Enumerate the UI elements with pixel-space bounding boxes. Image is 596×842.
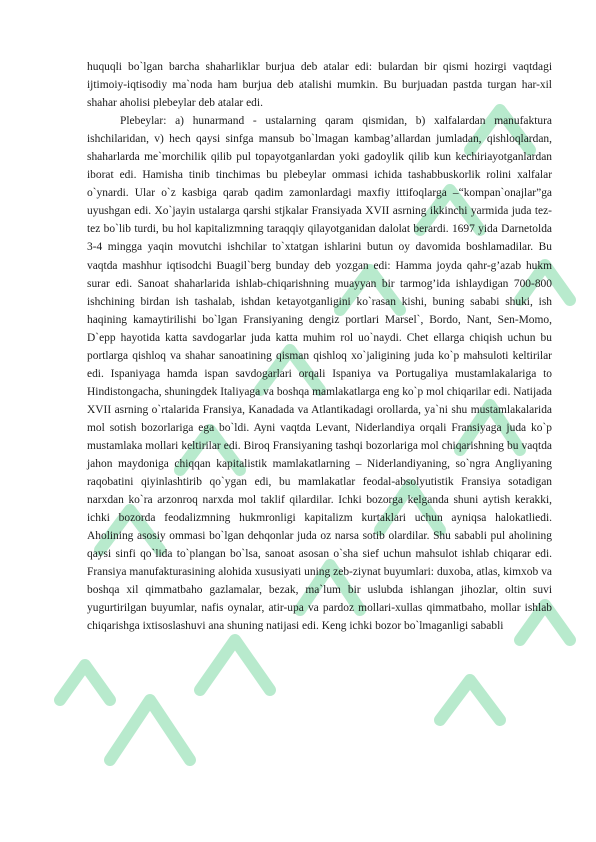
paragraph-plebeylar: Plebeylar: a) hunarmand - ustalarning qaram qismidan, b) xalfalardan manufaktura ishchilaridan, v) hech qaysi sinfga mansub bo`lmagan kambag’allardan jumladan, qishloqlardan, shaharlarda me`morchilik qilib pul topayotganlardan yoki gadoylik qilib kun kechiriayotganlardan iborat edi. Hamisha tinib tinchimas bu plebeylar ommasi ichida tashabbuskorlik rolini xalfalar o`ynardi. Ular o`z kasbiga qarab qadim zamonlardagi maxfiy ittifoqlarga –“kompan`onajlar”ga uyushgan edi. Xo`jayin ustalarga qarshi stjkalar Fransiyada XVII asrning ikkinchi yarmida juda tez-tez bo`lib turdi, bu hol kapitalizmning taraqqiy qilayotganidan dalolat berardi. 1697 yida Darnetolda 3-4 mingga yaqin movutchi ishchilar to`xtatgan ishlarini butun oy davomida boshlamadilar. Bu vaqtda mashhur iqtisodchi Buagil`berg bunday deb yozgan edi: Hamma joyda qahr-g’azab hukm surar edi. Sanoat shaharlarida ishlab-chiqarishning muayyan bir tarmog’ida ishlaydigan 700-800 ishchining birdan ish tashalab, ishdan ketayotganligini ko`rasan kishi, buning sababi shuki, ish haqining kamaytirilishi bo`lgan Fransiyaning dengiz portlari Marsel`, Bordo, Nant, Sen-Momo, D`epp hayotida katta savdogarlar juda katta muhim rol uo`naydi. Chet ellarga chiqish uchun bu portlarga qishloq va shahar sanoatining qisman qishloq xo`jaligining juda ko`p mahsuloti keltirilar edi. Ispaniyaga hamda ispan savdogarlari orqali Ispaniya va Portugaliya mustamlakalariga to Hindistongacha, shuningdek Italiyaga va boshqa mamlakatlarga eng ko`p mol chiqarilar edi. Natijada XVII asrning o`rtalarida Fransiya, Kanadada va Atlantikadagi orollarda, ya`ni shu mustamlakalarida mol sotish bozorlariga ega bo`ldi. Ayni vaqtda Levant, Niderlandiya orqali Fransiyaga juda ko`p mustamlaka mollari keltirilar edi. Biroq Fransiyaning tashqi bozorlariga mol chiqarishning bu vaqtda jahon maydoniga chiqqan kapitalistik mamlakatlarning – Niderlandiyaning, so`ngra Angliyaning raqobatini qiyinlashtirib qo`ygan edi, bu mamlakatlar feodal-absolyutistik Fransiya sotadigan narxdan ko`ra arzonroq narxda mol taklif qilardilar. Ichki bozorga kelganda shuni aytish kerakki, ichki bozorda feodalizmning hukmronligi kapitalizm kurtaklari uchun ayniqsa halokatliedi. Aholining asosiy ommasi bo`lgan dehqonlar juda oz narsa sotib olardilar. Shu sababli pul aholining qaysi sinfi qo`lida to`plangan bo`lsa, sanoat asosan o`sha sief uchun mahsulot ishlab chiqarar edi. Fransiya manufakturasining alohida xususiyati uning zeb-ziynat buyumlari: duxoba, atlas, kimxob va boshqa xil qimmatbaho gazlamalar, bezak, ma`lum bir uslubda ishlangan jihozlar, oltin suvi yugurtirilgan buyumlar, nafis oynalar, atir-upa va pardoz mollari-xullas qimmatbaho, mollar ishlab chiqarishga ixtisoslashuvi ana shuning natijasi edi. Keng ichki bozor bo`lmaganligi sababli <box>87 115 552 633</box>
paragraph-continuation: huquqli bo`lgan barcha shaharliklar burjua deb atalar edi: bulardan bir qismi hozirgi vaqtdagi ijtimoiy-iqtisodiy ma`noda ham burjua deb atalishi mumkin. Bu burjuadan pastda turgan har-xil shahar aholisi plebeylar deb atalar edi. <box>87 61 552 110</box>
body-text <box>87 58 552 636</box>
